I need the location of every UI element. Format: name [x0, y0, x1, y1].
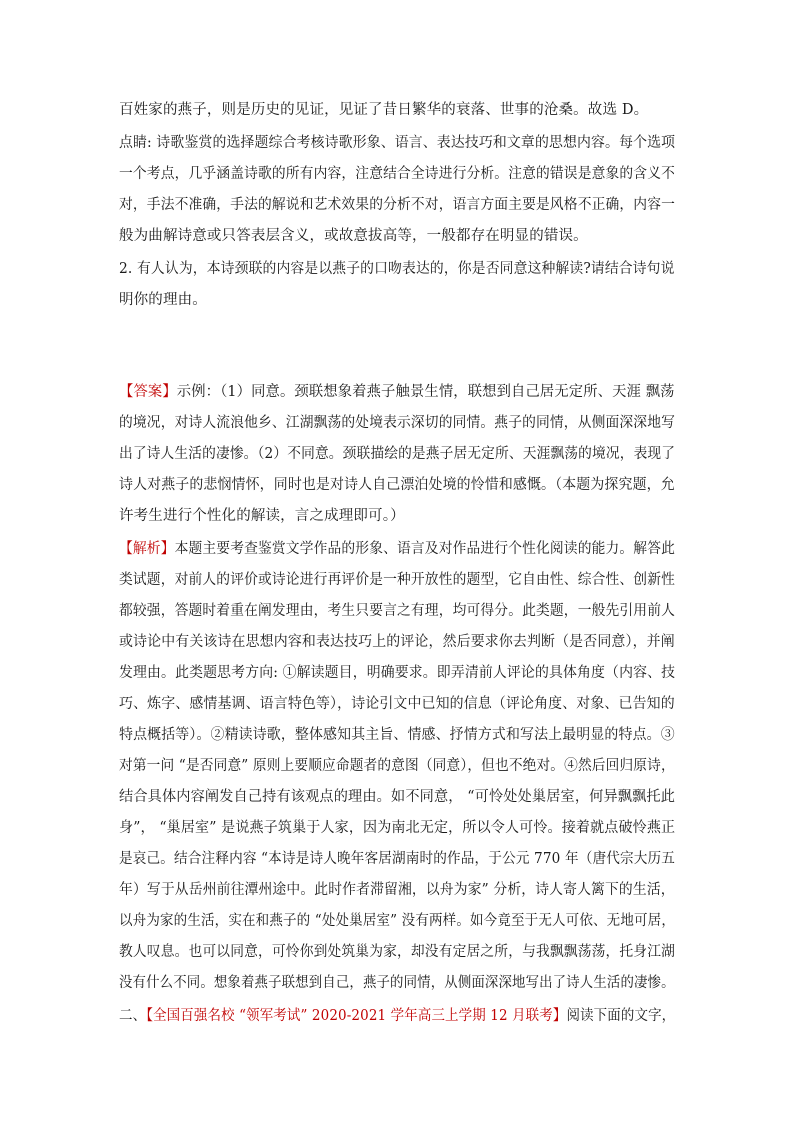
question-2-line: 2. 有人认为，本诗颈联的内容是以燕子的口吻表达的，你是否同意这种解读?请结合诗句说 — [119, 261, 675, 277]
answer-tag: 【答案】 — [119, 384, 177, 400]
analysis-line: 类试题，对前人的评价或诗论进行再评价是一种开放性的题型，它自由性、综合性、创新性 — [119, 572, 675, 588]
answer-text: 示例：（1）同意。颈联想象着燕子触景生情，联想到自己居无定所、天涯 飘荡 — [176, 384, 675, 400]
answer-line: 诗人对燕子的悲悯情怀，同时也是对诗人自己漂泊处境的怜惜和感慨。（本题为探究题，允 — [119, 477, 675, 493]
analysis-line: 对第一问 “是否同意” 原则上要顺应命题者的意图（同意），但也不绝对。④然后回归原诗， — [119, 758, 675, 774]
analysis-line: 或诗论中有关该诗在思想内容和表达技巧上的评论，然后要求你去判断（是否同意），并阐 — [119, 634, 675, 650]
analysis-line — [119, 539, 675, 559]
dianjing-line: 对，手法不准确，手法的解说和艺术效果的分析不对，语言方面主要是风格不正确，内容一 — [119, 197, 675, 213]
analysis-tag: 【解析】 — [119, 541, 175, 557]
analysis-line: 是哀己。结合注释内容 “本诗是诗人晚年客居湖南时的作品，于公元 770 年（唐代宗大历五 — [119, 851, 676, 867]
answer-line: 出了诗人生活的凄惨。（2）不同意。颈联描绘的是燕子居无定所、天涯飘荡的境况，表现了 — [119, 446, 676, 462]
analysis-text: 本题主要考查鉴赏文学作品的形象、语言及对作品进行个性化阅读的能力。解答此 — [174, 541, 676, 557]
answer-line: 许考生进行个性化的解读，言之成理即可。） — [119, 508, 405, 524]
analysis-line: 都较强，答题时着重在阐发理由，考生只要言之有理，均可得分。此类题，一般先引用前人 — [119, 603, 675, 619]
dianjing-line: 一个考点，几乎涵盖诗歌的所有内容，注意结合全诗进行分析。注意的错误是意象的含义不 — [119, 166, 675, 182]
dianjing-line: 般为曲解诗意或只答表层含义，或故意拔高等，一般都存在明显的错误。 — [119, 228, 588, 244]
analysis-line: 结合具体内容阐发自己持有该观点的理由。如不同意， “可怜处处巢居室，何异飘飘托此 — [119, 789, 676, 805]
answer-line — [119, 382, 675, 402]
paragraph-conclusion: 百姓家的燕子，则是历史的见证，见证了昔日繁华的衰落、世事的沧桑。故选 D。 — [119, 102, 649, 118]
answer-line: 的境况，对诗人流浪他乡、江湖飘荡的处境表示深切的同情。燕子的同情，从侧面深深地写 — [119, 415, 675, 431]
analysis-line: 特点概括等）。②精读诗歌，整体感知其主旨、情感、抒情方式和写法上最明显的特点。③ — [119, 727, 675, 743]
question-2-line: 明你的理由。 — [119, 292, 207, 308]
section-source: 【全国百强名校 “领军考试” 2020-2021 学年高三上学期 12 月联考】 — [146, 1008, 567, 1024]
analysis-line: 以舟为家的生活，实在和燕子的 “处处巢居室” 没有两样。如今竟至于无人可依、无地可居， — [119, 913, 676, 929]
analysis-line: 教人叹息。也可以同意，可怜你到处筑巢为家，却没有定居之所，与我飘飘荡荡，托身江湖 — [119, 944, 675, 960]
section-number: 二、 — [119, 1008, 147, 1024]
section-heading — [119, 1006, 675, 1026]
analysis-line: 巧、炼字、感情基调、语言特色等），诗论引文中已知的信息（评论角度、对象、已告知的 — [119, 696, 675, 712]
section-instruction: 阅读下面的文字， — [566, 1008, 676, 1024]
analysis-line: 年）写于从岳州前往潭州途中。此时作者滞留湘，以舟为家” 分析，诗人寄人篱下的生活， — [119, 882, 675, 898]
analysis-line: 没有什么不同。想象着燕子联想到自己，燕子的同情，从侧面深深地写出了诗人生活的凄惨。 — [119, 975, 675, 991]
dianjing-line: 点睛: 诗歌鉴赏的选择题综合考核诗歌形象、语言、表达技巧和文章的思想内容。每个选项 — [119, 135, 676, 151]
analysis-line: 身”， “巢居室” 是说燕子筑巢于人家，因为南北无定，所以令人可怜。接着就点破怜燕正 — [119, 820, 676, 836]
analysis-line: 发理由。此类题思考方向: ①解读题目，明确要求。即弄清前人评论的具体角度（内容、技 — [119, 665, 676, 681]
